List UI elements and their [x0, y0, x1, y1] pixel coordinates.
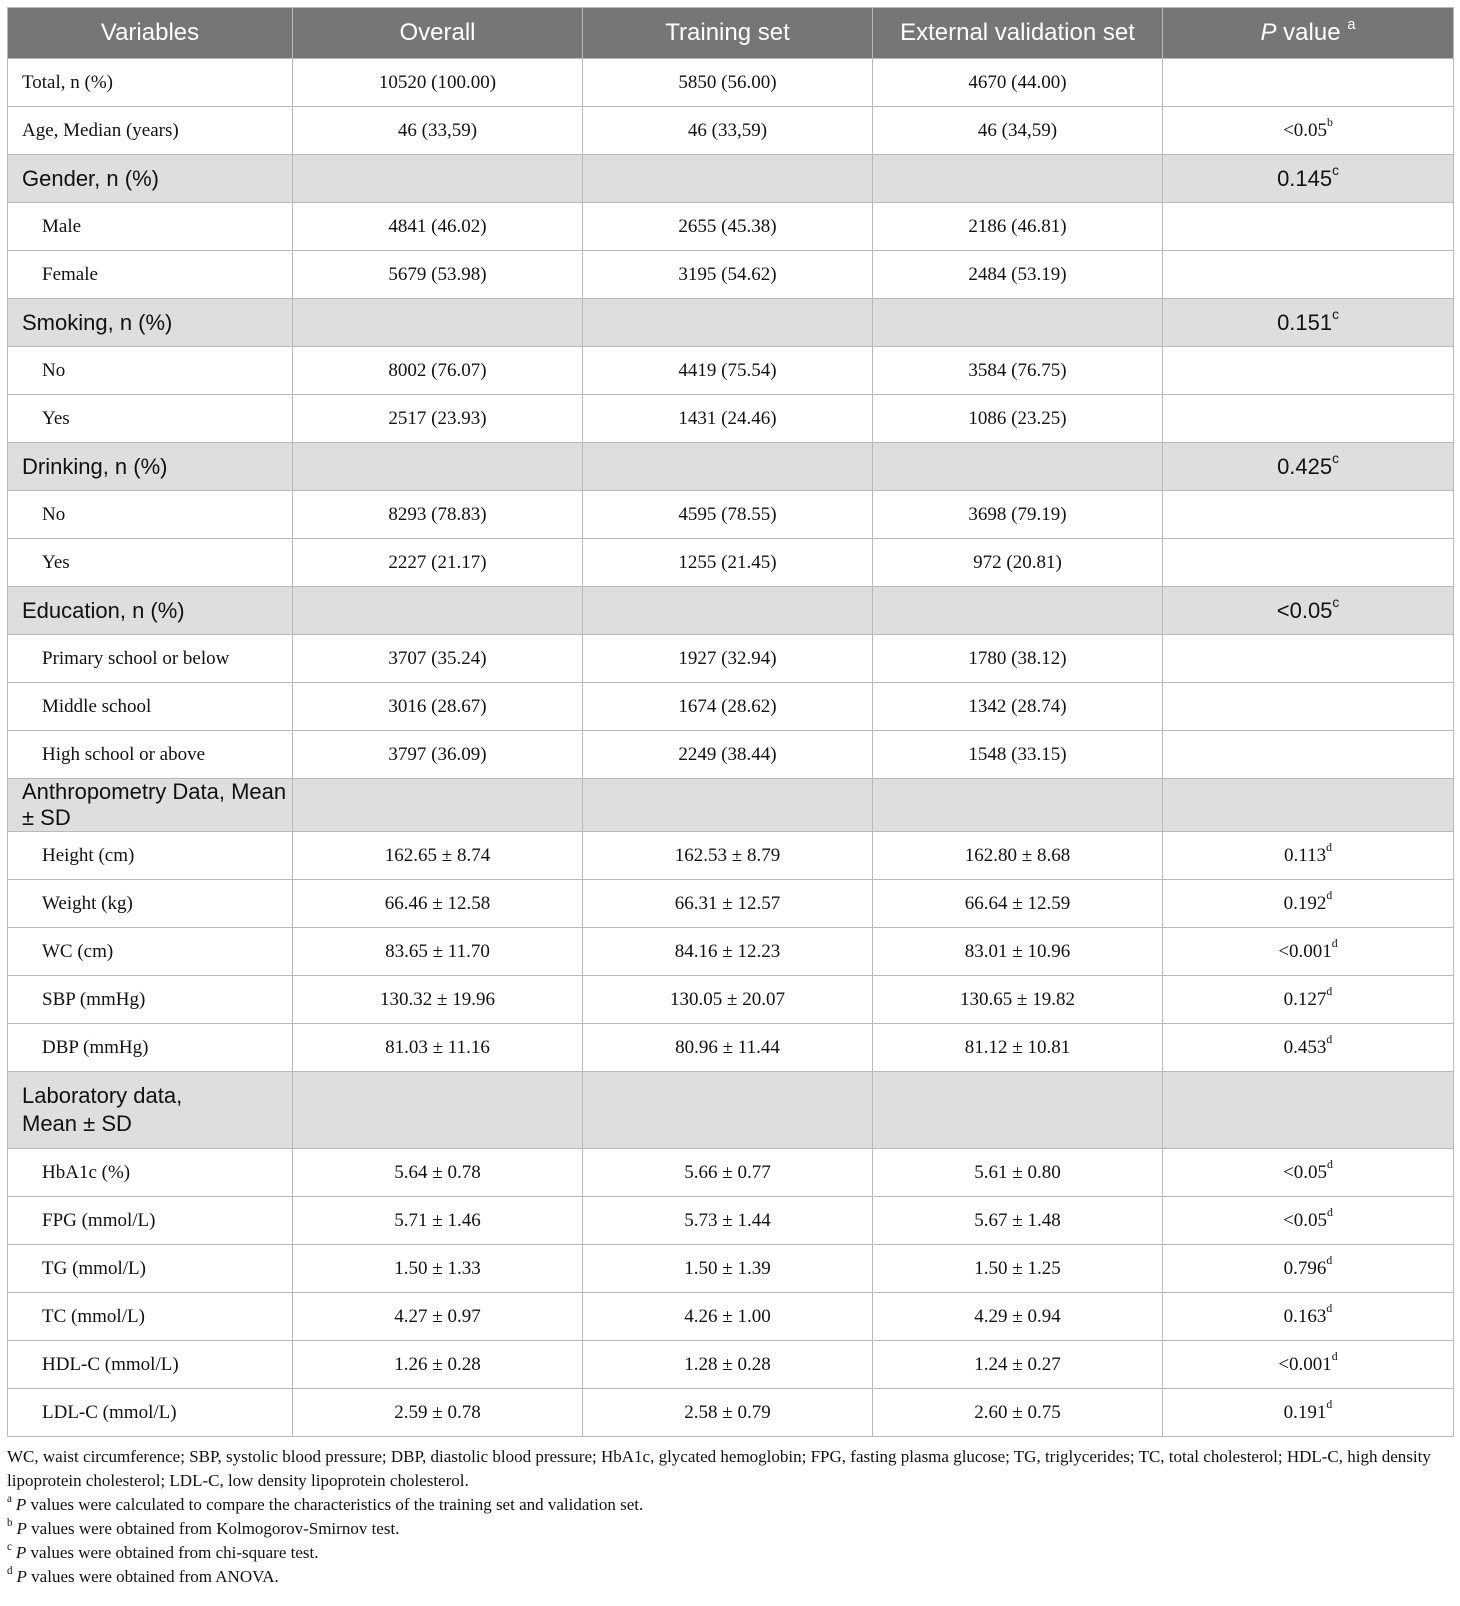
baseline-characteristics-table [7, 7, 1454, 1437]
cell-empty [583, 443, 873, 491]
cell-training: 84.16 ± 12.23 [583, 928, 873, 976]
document [7, 7, 1453, 1589]
cell-training: 2249 (38.44) [583, 731, 873, 779]
cell-empty [873, 779, 1163, 832]
table-row [8, 832, 1454, 880]
cell-training: 4.26 ± 1.00 [583, 1293, 873, 1341]
abbreviations-note: WC, waist circumference; SBP, systolic blood pressure; DBP, diastolic blood pressure; HbA1c, glycated hemoglobin; FPG, fasting plasma glucose; TG, triglycerides; TC, total cholesterol; HDL-C, high density lipoprotein cholesterol; LDL-C, low density lipoprotein cholesterol. [7, 1447, 1431, 1490]
section-label: Laboratory data, Mean ± SD [8, 1072, 293, 1149]
cell-variable: Middle school [8, 683, 293, 731]
table-header-row [8, 8, 1454, 59]
header-overall: Overall [293, 8, 583, 59]
section-row [8, 587, 1454, 635]
section-label: Gender, n (%) [8, 155, 293, 203]
footnote-list [7, 1493, 1453, 1589]
table-row [8, 1197, 1454, 1245]
header-p-italic: P [1260, 19, 1277, 46]
cell-validation: 4670 (44.00) [873, 59, 1163, 107]
cell-empty [293, 1072, 583, 1149]
section-label: Education, n (%) [8, 587, 293, 635]
cell-p-value: <0.05$^c$ [1163, 587, 1454, 635]
cell-variable: Total, n (%) [8, 59, 293, 107]
section-row [8, 443, 1454, 491]
section-label: Anthropometry Data, Mean ± SD [8, 779, 293, 832]
cell-p-value [1163, 539, 1454, 587]
table-row [8, 251, 1454, 299]
cell-validation: 130.65 ± 19.82 [873, 976, 1163, 1024]
cell-training: 4419 (75.54) [583, 347, 873, 395]
cell-overall: 8293 (78.83) [293, 491, 583, 539]
cell-p-value: <0.05$^d$ [1163, 1149, 1454, 1197]
cell-training: 5.66 ± 0.77 [583, 1149, 873, 1197]
cell-empty [293, 155, 583, 203]
cell-validation: 1548 (33.15) [873, 731, 1163, 779]
cell-validation: 5.61 ± 0.80 [873, 1149, 1163, 1197]
cell-p-value [1163, 779, 1454, 832]
cell-training: 1255 (21.45) [583, 539, 873, 587]
cell-empty [873, 155, 1163, 203]
cell-empty [293, 779, 583, 832]
cell-variable: Yes [8, 395, 293, 443]
cell-overall: 5.71 ± 1.46 [293, 1197, 583, 1245]
section-label: Drinking, n (%) [8, 443, 293, 491]
cell-p-value: 0.145$^c$ [1163, 155, 1454, 203]
cell-variable: High school or above [8, 731, 293, 779]
cell-p-value: 0.192$^d$ [1163, 880, 1454, 928]
cell-variable: WC (cm) [8, 928, 293, 976]
cell-validation: 83.01 ± 10.96 [873, 928, 1163, 976]
cell-p-value [1163, 731, 1454, 779]
cell-variable: Male [8, 203, 293, 251]
cell-empty [293, 587, 583, 635]
cell-validation: 162.80 ± 8.68 [873, 832, 1163, 880]
table-row [8, 1245, 1454, 1293]
cell-empty [583, 1072, 873, 1149]
cell-validation: 1086 (23.25) [873, 395, 1163, 443]
footnote-c: $^c$ P values were obtained from chi-square test. [7, 1540, 319, 1562]
cell-overall: 162.65 ± 8.74 [293, 832, 583, 880]
cell-p-value: 0.425$^c$ [1163, 443, 1454, 491]
cell-empty [583, 587, 873, 635]
cell-overall: 3016 (28.67) [293, 683, 583, 731]
cell-overall: 2517 (23.93) [293, 395, 583, 443]
cell-empty [583, 155, 873, 203]
cell-overall: 2227 (21.17) [293, 539, 583, 587]
table-row [8, 1293, 1454, 1341]
cell-overall: 10520 (100.00) [293, 59, 583, 107]
cell-validation: 2186 (46.81) [873, 203, 1163, 251]
cell-training: 5.73 ± 1.44 [583, 1197, 873, 1245]
cell-validation: 1780 (38.12) [873, 635, 1163, 683]
cell-p-value: <0.05$^d$ [1163, 1197, 1454, 1245]
cell-empty [293, 443, 583, 491]
cell-training: 130.05 ± 20.07 [583, 976, 873, 1024]
cell-validation: 81.12 ± 10.81 [873, 1024, 1163, 1072]
cell-validation: 1.24 ± 0.27 [873, 1341, 1163, 1389]
table-row [8, 1389, 1454, 1437]
header-variables: Variables [8, 8, 293, 59]
cell-overall: 8002 (76.07) [293, 347, 583, 395]
cell-variable: DBP (mmHg) [8, 1024, 293, 1072]
table-row [8, 683, 1454, 731]
cell-variable: LDL-C (mmol/L) [8, 1389, 293, 1437]
table-row [8, 635, 1454, 683]
cell-p-value: 0.113$^d$ [1163, 832, 1454, 880]
cell-training: 80.96 ± 11.44 [583, 1024, 873, 1072]
cell-variable: Yes [8, 539, 293, 587]
cell-overall: 66.46 ± 12.58 [293, 880, 583, 928]
header-training-set: Training set [583, 8, 873, 59]
cell-p-value [1163, 203, 1454, 251]
cell-variable: FPG (mmol/L) [8, 1197, 293, 1245]
cell-empty [873, 443, 1163, 491]
cell-variable: Age, Median (years) [8, 107, 293, 155]
cell-validation: 5.67 ± 1.48 [873, 1197, 1163, 1245]
cell-p-value: 0.453$^d$ [1163, 1024, 1454, 1072]
cell-p-value [1163, 347, 1454, 395]
cell-p-value: <0.05$^b$ [1163, 107, 1454, 155]
cell-variable: TG (mmol/L) [8, 1245, 293, 1293]
cell-training: 2655 (45.38) [583, 203, 873, 251]
footnote-b: $^b$ P values were obtained from Kolmogorov-Smirnov test. [7, 1516, 400, 1538]
cell-variable: HDL-C (mmol/L) [8, 1341, 293, 1389]
cell-overall: 4.27 ± 0.97 [293, 1293, 583, 1341]
cell-overall: 1.26 ± 0.28 [293, 1341, 583, 1389]
table-row [8, 491, 1454, 539]
cell-validation: 46 (34,59) [873, 107, 1163, 155]
cell-training: 4595 (78.55) [583, 491, 873, 539]
cell-empty [873, 587, 1163, 635]
cell-p-value [1163, 251, 1454, 299]
section-row [8, 155, 1454, 203]
cell-validation: 66.64 ± 12.59 [873, 880, 1163, 928]
table-row [8, 1024, 1454, 1072]
cell-training: 3195 (54.62) [583, 251, 873, 299]
cell-training: 1674 (28.62) [583, 683, 873, 731]
cell-p-value [1163, 635, 1454, 683]
cell-overall: 83.65 ± 11.70 [293, 928, 583, 976]
cell-empty [583, 779, 873, 832]
cell-p-value: 0.151$^c$ [1163, 299, 1454, 347]
section-label: Smoking, n (%) [8, 299, 293, 347]
cell-variable: No [8, 491, 293, 539]
cell-variable: No [8, 347, 293, 395]
table-row [8, 395, 1454, 443]
cell-variable: Height (cm) [8, 832, 293, 880]
cell-variable: Primary school or below [8, 635, 293, 683]
cell-variable: Female [8, 251, 293, 299]
table-row [8, 880, 1454, 928]
cell-empty [873, 1072, 1163, 1149]
section-row [8, 1072, 1454, 1149]
footnote-a: $^a$ P values were calculated to compare the characteristics of the training set and validation set. [7, 1492, 644, 1514]
table-row [8, 59, 1454, 107]
table-row [8, 1149, 1454, 1197]
cell-empty [583, 299, 873, 347]
footnote-d: $^d$ P values were obtained from ANOVA. [7, 1564, 279, 1586]
table-row [8, 347, 1454, 395]
cell-validation: 1.50 ± 1.25 [873, 1245, 1163, 1293]
cell-p-value: 0.796$^d$ [1163, 1245, 1454, 1293]
cell-p-value: 0.127$^d$ [1163, 976, 1454, 1024]
cell-empty [873, 299, 1163, 347]
cell-training: 1431 (24.46) [583, 395, 873, 443]
cell-p-value [1163, 491, 1454, 539]
cell-p-value: <0.001$^d$ [1163, 1341, 1454, 1389]
cell-overall: 1.50 ± 1.33 [293, 1245, 583, 1293]
header-validation-set: External validation set [873, 8, 1163, 59]
cell-validation: 1342 (28.74) [873, 683, 1163, 731]
cell-validation: 3698 (79.19) [873, 491, 1163, 539]
cell-p-value [1163, 683, 1454, 731]
header-p-rest: value [1276, 19, 1341, 46]
cell-overall: 2.59 ± 0.78 [293, 1389, 583, 1437]
cell-p-value [1163, 59, 1454, 107]
table-row [8, 203, 1454, 251]
cell-overall: 4841 (46.02) [293, 203, 583, 251]
table-row [8, 731, 1454, 779]
cell-overall: 81.03 ± 11.16 [293, 1024, 583, 1072]
cell-variable: Weight (kg) [8, 880, 293, 928]
cell-validation: 2.60 ± 0.75 [873, 1389, 1163, 1437]
cell-overall: 5.64 ± 0.78 [293, 1149, 583, 1197]
cell-validation: 3584 (76.75) [873, 347, 1163, 395]
section-row [8, 299, 1454, 347]
cell-overall: 3707 (35.24) [293, 635, 583, 683]
table-row [8, 539, 1454, 587]
cell-training: 1927 (32.94) [583, 635, 873, 683]
table-row [8, 976, 1454, 1024]
cell-validation: 4.29 ± 0.94 [873, 1293, 1163, 1341]
cell-p-value [1163, 1072, 1454, 1149]
table-row [8, 107, 1454, 155]
cell-training: 46 (33,59) [583, 107, 873, 155]
table-body [8, 59, 1454, 1437]
cell-training: 2.58 ± 0.79 [583, 1389, 873, 1437]
section-row [8, 779, 1454, 832]
cell-training: 5850 (56.00) [583, 59, 873, 107]
table-notes [7, 1445, 1453, 1589]
cell-variable: TC (mmol/L) [8, 1293, 293, 1341]
cell-overall: 130.32 ± 19.96 [293, 976, 583, 1024]
cell-empty [293, 299, 583, 347]
table-row [8, 928, 1454, 976]
cell-p-value [1163, 395, 1454, 443]
cell-training: 66.31 ± 12.57 [583, 880, 873, 928]
cell-p-value: <0.001$^d$ [1163, 928, 1454, 976]
cell-validation: 972 (20.81) [873, 539, 1163, 587]
cell-p-value: 0.163$^d$ [1163, 1293, 1454, 1341]
table-row [8, 1341, 1454, 1389]
cell-variable: HbA1c (%) [8, 1149, 293, 1197]
cell-overall: 3797 (36.09) [293, 731, 583, 779]
cell-variable: SBP (mmHg) [8, 976, 293, 1024]
cell-training: 1.28 ± 0.28 [583, 1341, 873, 1389]
cell-overall: 46 (33,59) [293, 107, 583, 155]
cell-training: 1.50 ± 1.39 [583, 1245, 873, 1293]
header-p-value [1163, 8, 1454, 59]
cell-training: 162.53 ± 8.79 [583, 832, 873, 880]
header-p-sup: a [1347, 16, 1356, 33]
cell-overall: 5679 (53.98) [293, 251, 583, 299]
cell-p-value: 0.191$^d$ [1163, 1389, 1454, 1437]
cell-validation: 2484 (53.19) [873, 251, 1163, 299]
